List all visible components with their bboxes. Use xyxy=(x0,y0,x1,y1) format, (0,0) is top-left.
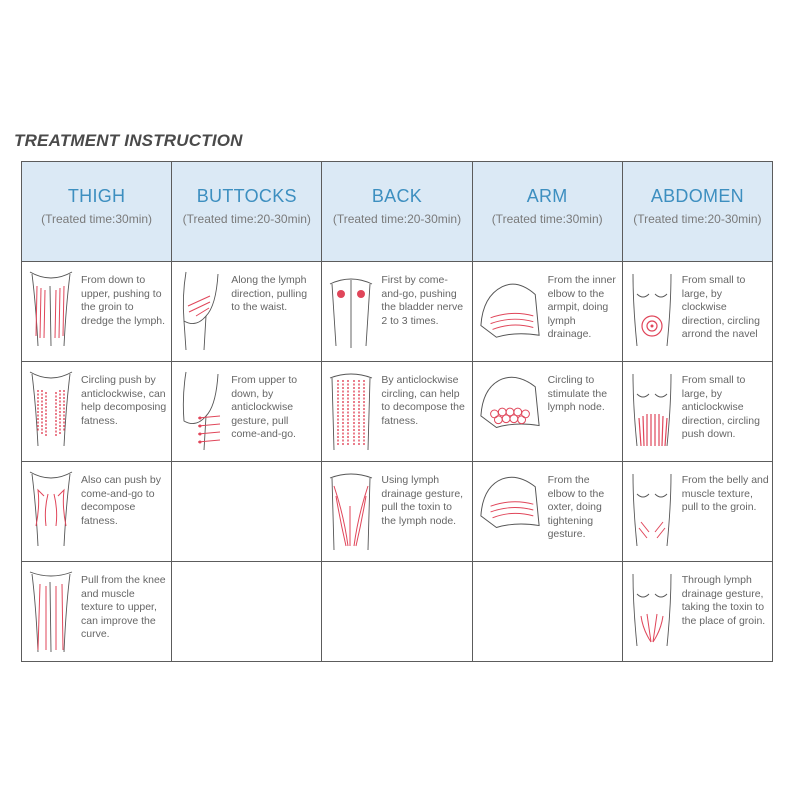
cell-buttocks-1 xyxy=(172,262,322,362)
cell-thigh-4 xyxy=(22,562,172,662)
thigh-circling-illustration xyxy=(22,362,78,461)
cell-thigh-2 xyxy=(22,362,172,462)
arm-tightening-illustration xyxy=(473,462,545,561)
column-name: BACK xyxy=(371,186,423,206)
cell-arm-4 xyxy=(472,562,622,662)
instruction-text: Using lymph drainage gesture, pull the toxin to the lymph node. xyxy=(381,474,464,527)
column-time: (Treated time:30min) xyxy=(491,212,603,226)
instruction-text: From small to large, by clockwise direction, circling arrond the navel xyxy=(681,274,760,341)
header-buttocks xyxy=(172,162,322,262)
column-time: (Treated time:30min) xyxy=(41,212,153,226)
abdomen-to-groin-illustration xyxy=(623,462,679,561)
arm-drainage-illustration xyxy=(473,262,545,361)
instruction-text: From upper to down, by anticlockwise gesture, pull come-and-go. xyxy=(231,374,298,441)
cell-thigh-1 xyxy=(22,262,172,362)
header-abdomen xyxy=(622,162,772,262)
cell-arm-3 xyxy=(472,462,622,562)
column-name: BUTTOCKS xyxy=(196,186,297,206)
treatment-table xyxy=(21,161,773,662)
header-arm xyxy=(472,162,622,262)
buttocks-downward-illustration xyxy=(172,362,228,461)
header-back xyxy=(322,162,472,262)
cell-back-1 xyxy=(322,262,472,362)
header-thigh xyxy=(22,162,172,262)
abdomen-clockwise-illustration xyxy=(623,262,679,361)
column-time: (Treated time:20-30min) xyxy=(182,212,311,226)
header-row xyxy=(22,162,773,262)
column-name: ARM xyxy=(526,186,568,206)
table-row xyxy=(22,362,773,462)
instruction-text: Along the lymph direction, pulling to the waist. xyxy=(231,274,308,314)
column-name: THIGH xyxy=(67,186,126,206)
abdomen-drainage-illustration xyxy=(623,562,679,661)
column-time: (Treated time:20-30min) xyxy=(332,212,462,226)
table-row xyxy=(22,462,773,562)
cell-back-2 xyxy=(322,362,472,462)
thigh-upward-illustration xyxy=(22,262,78,361)
cell-back-3 xyxy=(322,462,472,562)
cell-arm-2 xyxy=(472,362,622,462)
instruction-text: From the inner elbow to the armpit, doing lymph drainage. xyxy=(547,274,616,341)
back-circling-illustration xyxy=(322,362,378,461)
instruction-text: Through lymph drainage gesture, taking the toxin to the place of groin. xyxy=(681,574,766,627)
instruction-text: From small to large, by anticlockwise direction, circling push down. xyxy=(681,374,760,441)
instruction-text: Also can push by come-and-go to decompose fatness. xyxy=(81,474,161,527)
instruction-text: Circling to stimulate the lymph node. xyxy=(547,374,608,414)
instruction-text: From the elbow to the oxter, doing tightening gesture. xyxy=(547,474,605,541)
thigh-come-and-go-illustration xyxy=(22,462,78,561)
instruction-text: From down to upper, pushing to the groin to dredge the lymph. xyxy=(81,274,166,327)
thigh-knee-upward-illustration xyxy=(22,562,78,661)
column-time: (Treated time:20-30min) xyxy=(633,212,762,226)
abdomen-anticlockwise-illustration xyxy=(623,362,679,461)
cell-abdomen-3 xyxy=(622,462,772,562)
cell-buttocks-2 xyxy=(172,362,322,462)
cell-back-4 xyxy=(322,562,472,662)
instruction-text: Circling push by anticlockwise, can help decomposing fatness. xyxy=(81,374,167,427)
back-drainage-illustration xyxy=(322,462,378,561)
cell-buttocks-4 xyxy=(172,562,322,662)
column-name: ABDOMEN xyxy=(650,186,744,206)
back-points-illustration xyxy=(322,262,378,361)
instruction-text: First by come-and-go, pushing the bladder nerve 2 to 3 times. xyxy=(381,274,464,327)
instruction-text: From the belly and muscle texture, pull to the groin. xyxy=(681,474,769,514)
arm-circling-illustration xyxy=(473,362,545,461)
page-title: TREATMENT INSTRUCTION xyxy=(14,131,243,150)
buttocks-upward-illustration xyxy=(172,262,228,361)
table-row xyxy=(22,262,773,362)
cell-abdomen-2 xyxy=(622,362,772,462)
instruction-text: Pull from the knee and muscle texture to upper, can improve the curve. xyxy=(81,574,166,641)
cell-arm-1 xyxy=(472,262,622,362)
instruction-text: By anticlockwise circling, can help to decompose the fatness. xyxy=(381,374,465,427)
cell-abdomen-1 xyxy=(622,262,772,362)
cell-buttocks-3 xyxy=(172,462,322,562)
cell-abdomen-4 xyxy=(622,562,772,662)
cell-thigh-3 xyxy=(22,462,172,562)
table-row xyxy=(22,562,773,662)
